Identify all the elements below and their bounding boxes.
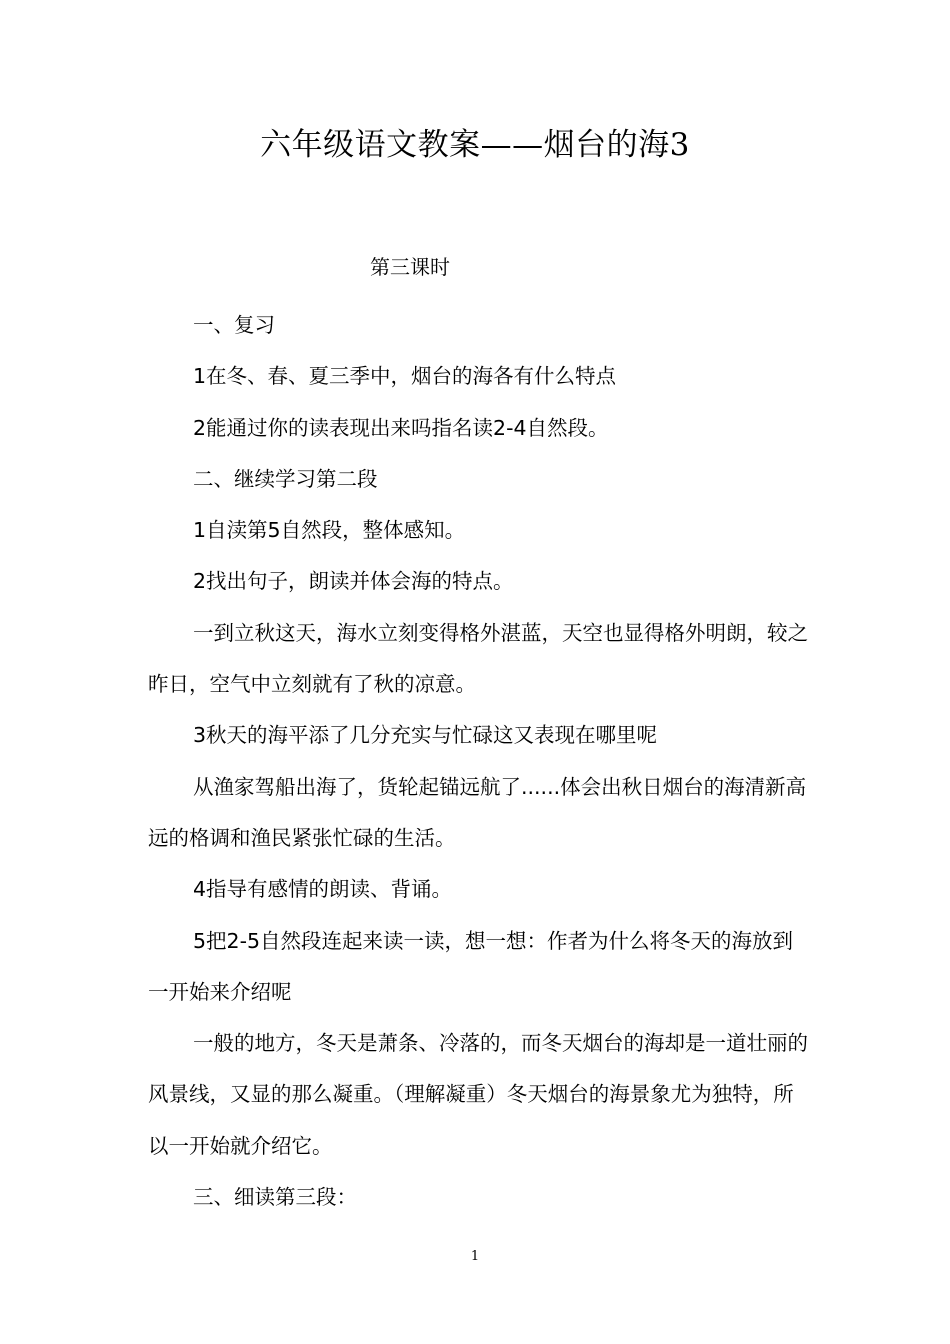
- document-title: 六年级语文教案——烟台的海3: [260, 127, 690, 163]
- section-heading-review: 一、复习: [193, 313, 275, 337]
- paragraph: 2找出句子，朗读并体会海的特点。: [193, 569, 514, 594]
- paragraph: 5把2-5自然段连起来读一读，想一想：作者为什么将冬天的海放到一开始来介绍呢: [148, 928, 794, 1004]
- section-heading-third: 三、细读第三段：: [193, 1185, 357, 1210]
- document-body: [148, 300, 808, 1223]
- paragraph: 1在冬、春、夏三季中，烟台的海各有什么特点: [193, 364, 617, 389]
- section-heading-continue: 二、继续学习第二段: [193, 466, 378, 491]
- lesson-period-heading: 第三课时: [370, 255, 450, 279]
- paragraph: 4指导有感情的朗读、背诵。: [193, 877, 453, 902]
- paragraph: 一到立秋这天，海水立刻变得格外湛蓝，天空也显得格外明朗，较之昨日，空气中立刻就有了秋的凉意。: [148, 620, 808, 697]
- paragraph: 3秋天的海平添了几分充实与忙碌这又表现在哪里呢: [193, 723, 658, 748]
- page-number: 1: [470, 1249, 480, 1264]
- paragraph: 2能通过你的读表现出来吗指名读2-4自然段。: [193, 415, 609, 440]
- paragraph: 1自渎第5自然段，整体感知。: [193, 518, 466, 543]
- paragraph: 一般的地方，冬天是萧条、冷落的，而冬天烟台的海却是一道壮丽的风景线，又显的那么凝重。（理解凝重）冬天烟台的海景象尤为独特，所以一开始就介绍它。: [148, 1031, 808, 1158]
- paragraph: 从渔家驾船出海了，货轮起锚远航了......体会出秋日烟台的海清新高远的格调和渔民紧张忙碌的生活。: [148, 774, 807, 850]
